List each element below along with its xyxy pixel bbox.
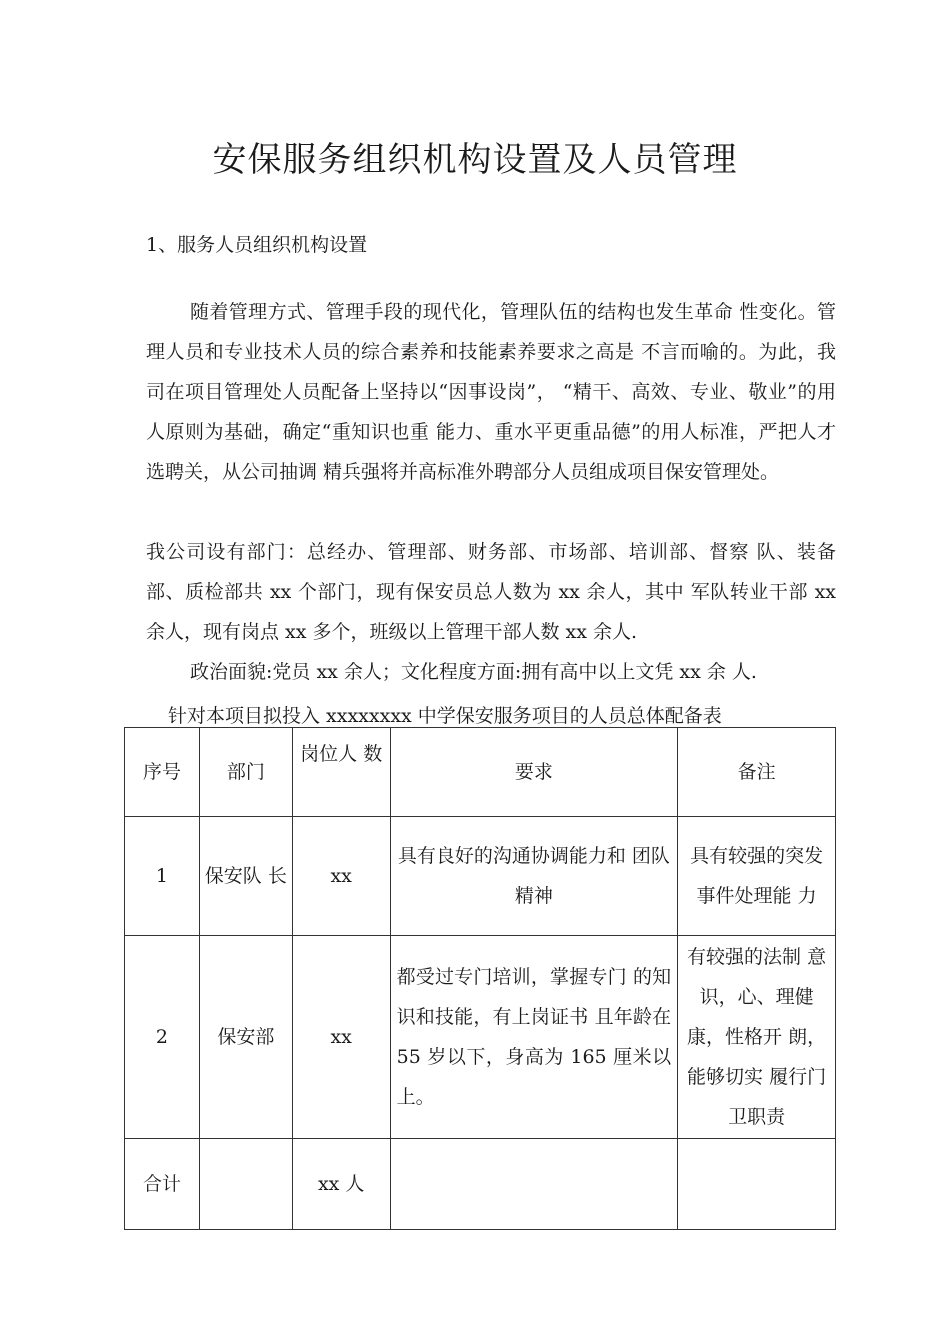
table-caption: 针对本项目拟投入 xxxxxxxx 中学保安服务项目的人员总体配备表: [168, 705, 722, 727]
table-row: [125, 817, 836, 936]
cell-department: 保安部: [199, 936, 292, 1139]
cell-requirements: [390, 817, 678, 936]
cell-remarks: [678, 817, 836, 936]
staffing-table: [124, 727, 836, 1230]
total-empty-cell: [199, 1139, 292, 1230]
header-cell-remarks: 备注: [678, 728, 836, 817]
total-empty-cell: [390, 1139, 678, 1230]
header-cell-headcount: 岗位人 数: [292, 728, 390, 817]
table-header-row: [125, 728, 836, 817]
total-empty-cell: [678, 1139, 836, 1230]
remarks-text: 有较强的法制 意识，心、理健康，性格开 朗，能够切实 履行门卫职责: [687, 946, 827, 1128]
table-row: [125, 936, 836, 1139]
paragraph-departments: 我公司设有部门：总经办、管理部、财务部、市场部、培训部、督察 队、装备部、质检部共 xx 个部门，现有保安员总人数为 xx 余人，其中 军队转业干部 xx 余人，现有岗点 xx 多个，班级以上管理干部人数 xx 余人.: [146, 541, 836, 643]
total-label-cell: 合计: [125, 1139, 200, 1230]
cell-index: 1: [125, 817, 200, 936]
cell-headcount: xx: [292, 817, 390, 936]
document-title: 安保服务组织机构设置及人员管理: [212, 140, 738, 180]
cell-headcount: xx: [292, 936, 390, 1139]
paragraph-political: 政治面貌:党员 xx 余人；文化程度方面:拥有高中以上文凭 xx 余 人.: [190, 661, 757, 683]
header-cell-requirements: 要求: [390, 728, 678, 817]
cell-requirements: [390, 936, 678, 1139]
cell-department: 保安队 长: [199, 817, 292, 936]
header-cell-index: 序号: [125, 728, 200, 817]
paragraph-intro: 随着管理方式、管理手段的现代化，管理队伍的结构也发生革命 性变化。管理人员和专业技术人员的综合素养和技能素养要求之高是 不言而喻的。为此，我司在项目管理处人员配备上坚持以“因事设岗”， “精干、高效、专业、敬业”的用人原则为基础，确定“重知识也重 能力、重水平更重品德”的用人标准，严把人才选聘关，从公司抽调 精兵强将并高标准外聘部分人员组成项目保安管理处。: [146, 301, 836, 483]
header-cell-department: 部门: [199, 728, 292, 817]
cell-remarks: [678, 936, 836, 1139]
total-headcount-cell: xx 人: [292, 1139, 390, 1230]
requirements-text: 都受过专门培训，掌握专门 的知识和技能，有上岗证书 且年龄在 55 岁以下，身高为 165 厘米以上。: [396, 966, 672, 1108]
section-heading: 1、服务人员组织机构设置: [146, 234, 368, 256]
table-total-row: [125, 1139, 836, 1230]
cell-index: 2: [125, 936, 200, 1139]
remarks-text: 具有较强的突发事件处理能 力: [690, 845, 824, 907]
requirements-text: 具有良好的沟通协调能力和 团队精神: [397, 845, 670, 907]
